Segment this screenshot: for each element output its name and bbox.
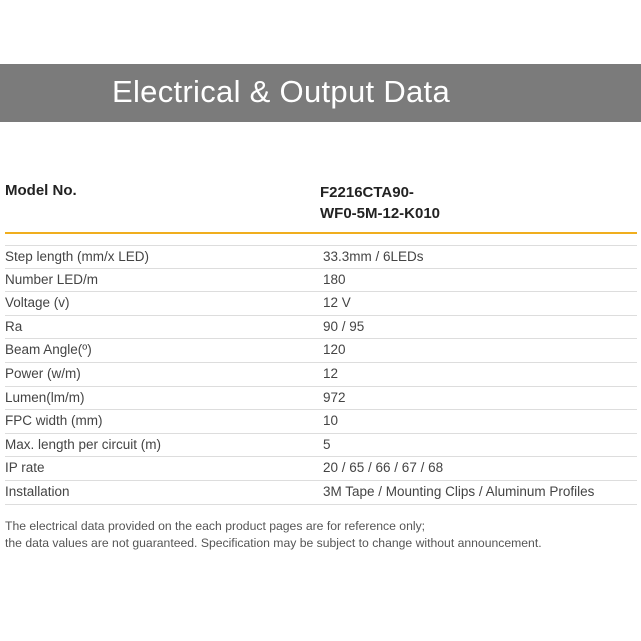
spec-value: 20 / 65 / 66 / 67 / 68 [323, 460, 444, 476]
spec-row-ip-rate [5, 457, 637, 481]
spec-value: 12 V [323, 295, 351, 311]
disclaimer-line1: The electrical data provided on the each product pages are for reference only; [5, 519, 426, 533]
spec-value: 5 [323, 436, 331, 452]
model-number-line1: F2216CTA90- [320, 184, 414, 201]
spec-value: 3M Tape / Mounting Clips / Aluminum Profiles [323, 483, 595, 499]
spec-label: Step length (mm/x LED) [5, 249, 150, 264]
spec-value: 120 [323, 342, 346, 358]
spec-row-number-led [5, 269, 637, 293]
spec-value: 33.3mm / 6LEDs [323, 249, 424, 264]
spec-label: FPC width (mm) [5, 413, 103, 429]
spec-value: 972 [323, 389, 346, 405]
spec-label: Ra [5, 318, 23, 334]
spec-label: Number LED/m [5, 271, 99, 287]
spec-row-power [5, 363, 637, 387]
model-header-row [0, 180, 641, 230]
spec-label: Power (w/m) [5, 365, 81, 381]
spec-label: Max. length per circuit (m) [5, 436, 162, 452]
spec-label: Installation [5, 483, 70, 499]
spec-value: 12 [323, 365, 339, 381]
spec-row-voltage [5, 292, 637, 316]
spec-label: Lumen(lm/m) [5, 389, 85, 405]
spec-label: Voltage (v) [5, 295, 70, 311]
spec-value: 180 [323, 271, 346, 287]
spec-label: IP rate [5, 460, 45, 476]
spec-row-installation [5, 481, 637, 505]
spec-label: Beam Angle(º) [5, 342, 92, 358]
spec-row-beam-angle [5, 339, 637, 363]
model-number [320, 182, 440, 224]
disclaimer-note [5, 518, 637, 552]
section-title: Electrical & Output Data [112, 74, 451, 109]
model-label: Model No. [5, 182, 77, 199]
disclaimer-line2: the data values are not guaranteed. Specification may be subject to change without announcement. [5, 536, 542, 550]
header-divider [5, 232, 637, 234]
spec-row-max-length [5, 434, 637, 458]
spec-value: 10 [323, 413, 339, 429]
spec-value: 90 / 95 [323, 318, 365, 334]
spec-table [5, 245, 637, 505]
spec-row-ra [5, 316, 637, 340]
spec-row-step-length [5, 245, 637, 269]
spec-row-fpc-width [5, 410, 637, 434]
model-number-line2: WF0-5M-12-K010 [320, 205, 441, 222]
section-banner [0, 64, 641, 122]
spec-row-lumen [5, 387, 637, 411]
